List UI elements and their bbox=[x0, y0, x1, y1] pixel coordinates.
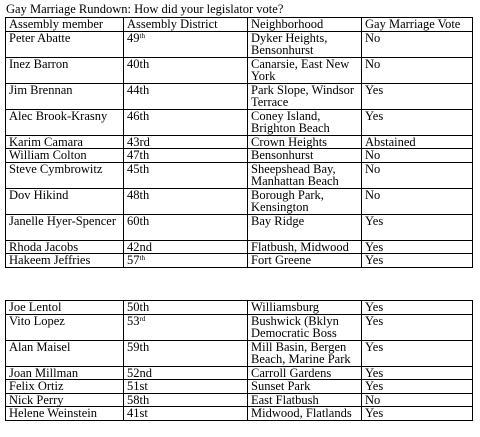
vote-cell bbox=[362, 109, 473, 135]
district-cell bbox=[124, 340, 248, 366]
table-row bbox=[6, 340, 473, 366]
member-text: Peter Abatte bbox=[9, 31, 71, 45]
neighborhood-text: Sunset Park bbox=[251, 379, 311, 393]
district-cell bbox=[124, 31, 248, 57]
vote-text: No bbox=[365, 148, 381, 162]
district-cell bbox=[124, 135, 248, 149]
district-text: 49 bbox=[127, 31, 140, 45]
table-row bbox=[6, 254, 473, 268]
neighborhood-text: Sheepshead Bay, Manhattan Beach bbox=[251, 162, 339, 188]
district-text: 45th bbox=[127, 162, 150, 176]
member-text: Joe Lentol bbox=[9, 300, 62, 314]
vote-cell bbox=[362, 31, 473, 57]
vote-text: Yes bbox=[365, 340, 384, 354]
vote-cell bbox=[362, 314, 473, 340]
vote-cell bbox=[362, 393, 473, 407]
table-row bbox=[6, 135, 473, 149]
neighborhood-text: Coney Island, Brighton Beach bbox=[251, 109, 330, 135]
district-cell bbox=[124, 366, 248, 380]
member-cell bbox=[6, 340, 124, 366]
district-cell bbox=[124, 240, 248, 254]
vote-text: No bbox=[365, 393, 381, 407]
member-text: Nick Perry bbox=[9, 393, 64, 407]
district-cell bbox=[124, 109, 248, 135]
member-text: Alan Maisel bbox=[9, 340, 71, 354]
district-text: 59th bbox=[127, 340, 150, 354]
table-row bbox=[6, 314, 473, 340]
district-text: 52nd bbox=[127, 366, 152, 380]
neighborhood-cell bbox=[248, 314, 362, 340]
district-cell bbox=[124, 83, 248, 109]
neighborhood-text: Crown Heights bbox=[251, 135, 328, 149]
member-text: Alec Brook-Krasny bbox=[9, 109, 108, 123]
neighborhood-cell bbox=[248, 149, 362, 163]
member-cell bbox=[6, 380, 124, 394]
vote-text: Yes bbox=[365, 83, 384, 97]
vote-text: Abstained bbox=[365, 135, 416, 149]
neighborhood-cell bbox=[248, 57, 362, 83]
district-text: 46th bbox=[127, 109, 150, 123]
neighborhood-text: East Flatbush bbox=[251, 393, 319, 407]
header-neighborhood: Neighborhood bbox=[248, 18, 362, 32]
district-cell bbox=[124, 149, 248, 163]
member-cell bbox=[6, 407, 124, 421]
district-cell bbox=[124, 314, 248, 340]
ordinal-suffix: rd bbox=[139, 314, 146, 323]
neighborhood-cell bbox=[248, 366, 362, 380]
table-row bbox=[6, 188, 473, 214]
member-cell bbox=[6, 109, 124, 135]
vote-text: Yes bbox=[365, 240, 384, 254]
member-text: Steve Cymbrowitz bbox=[9, 162, 103, 176]
table-row bbox=[6, 380, 473, 394]
district-text: 50th bbox=[127, 300, 150, 314]
table-row bbox=[6, 31, 473, 57]
district-text: 48th bbox=[127, 188, 150, 202]
neighborhood-text: Bensonhurst bbox=[251, 148, 314, 162]
member-text: Vito Lopez bbox=[9, 314, 65, 328]
member-cell bbox=[6, 135, 124, 149]
district-cell bbox=[124, 407, 248, 421]
table-row bbox=[6, 301, 473, 315]
table-row bbox=[6, 83, 473, 109]
neighborhood-cell bbox=[248, 31, 362, 57]
neighborhood-cell bbox=[248, 380, 362, 394]
vote-text: No bbox=[365, 188, 381, 202]
district-cell bbox=[124, 393, 248, 407]
neighborhood-cell bbox=[248, 214, 362, 240]
neighborhood-text: Bay Ridge bbox=[251, 214, 305, 228]
neighborhood-cell bbox=[248, 301, 362, 315]
vote-cell bbox=[362, 301, 473, 315]
neighborhood-text: Borough Park, Kensington bbox=[251, 188, 324, 214]
vote-text: No bbox=[365, 57, 381, 71]
ordinal-suffix: th bbox=[139, 254, 145, 262]
vote-text: Yes bbox=[365, 314, 384, 328]
vote-text: Yes bbox=[365, 253, 384, 267]
district-cell bbox=[124, 162, 248, 188]
vote-text: No bbox=[365, 162, 381, 176]
vote-text: Yes bbox=[365, 406, 384, 420]
neighborhood-text: Mill Basin, Bergen Beach, Marine Park bbox=[251, 340, 351, 366]
table-row bbox=[6, 162, 473, 188]
neighborhood-text: Fort Greene bbox=[251, 253, 312, 267]
vote-text: Yes bbox=[365, 366, 384, 380]
header-assembly-district: Assembly District bbox=[124, 18, 248, 32]
table-row bbox=[6, 240, 473, 254]
member-text: Janelle Hyer-Spencer bbox=[9, 214, 116, 228]
vote-cell bbox=[362, 366, 473, 380]
ordinal-suffix: th bbox=[139, 31, 145, 40]
vote-cell bbox=[362, 57, 473, 83]
neighborhood-text: Park Slope, Windsor Terrace bbox=[251, 83, 355, 109]
vote-cell bbox=[362, 254, 473, 268]
member-text: William Colton bbox=[9, 148, 87, 162]
district-text: 47th bbox=[127, 148, 150, 162]
district-text: 44th bbox=[127, 83, 150, 97]
vote-cell bbox=[362, 188, 473, 214]
district-cell bbox=[124, 188, 248, 214]
neighborhood-text: Carroll Gardens bbox=[251, 366, 332, 380]
vote-text: Yes bbox=[365, 300, 384, 314]
table-row bbox=[6, 407, 473, 421]
district-text: 43rd bbox=[127, 135, 150, 149]
vote-cell bbox=[362, 83, 473, 109]
district-text: 57 bbox=[127, 253, 140, 267]
member-cell bbox=[6, 393, 124, 407]
neighborhood-cell bbox=[248, 109, 362, 135]
member-cell bbox=[6, 149, 124, 163]
table-row bbox=[6, 366, 473, 380]
vote-cell bbox=[362, 214, 473, 240]
member-text: Dov Hikind bbox=[9, 188, 69, 202]
header-vote: Gay Marriage Vote bbox=[362, 18, 473, 32]
member-cell bbox=[6, 301, 124, 315]
district-text: 53 bbox=[127, 314, 140, 328]
neighborhood-cell bbox=[248, 162, 362, 188]
member-text: Jim Brennan bbox=[9, 83, 73, 97]
member-cell bbox=[6, 162, 124, 188]
vote-table-main bbox=[5, 17, 473, 268]
district-cell bbox=[124, 57, 248, 83]
district-cell bbox=[124, 380, 248, 394]
vote-cell bbox=[362, 407, 473, 421]
header-row bbox=[6, 18, 473, 32]
vote-cell bbox=[362, 380, 473, 394]
vote-cell bbox=[362, 149, 473, 163]
table-row bbox=[6, 214, 473, 240]
member-text: Karim Camara bbox=[9, 135, 83, 149]
table-row bbox=[6, 109, 473, 135]
district-text: 60th bbox=[127, 214, 150, 228]
header-assembly-member: Assembly member bbox=[6, 18, 124, 32]
neighborhood-cell bbox=[248, 188, 362, 214]
member-text: Helene Weinstein bbox=[9, 406, 97, 420]
neighborhood-cell bbox=[248, 254, 362, 268]
neighborhood-text: Flatbush, Midwood bbox=[251, 240, 349, 254]
table-row bbox=[6, 57, 473, 83]
member-cell bbox=[6, 314, 124, 340]
vote-cell bbox=[362, 340, 473, 366]
member-text: Hakeem Jeffries bbox=[9, 253, 91, 267]
district-text: 42nd bbox=[127, 240, 152, 254]
district-cell bbox=[124, 214, 248, 240]
neighborhood-cell bbox=[248, 83, 362, 109]
neighborhood-text: Canarsie, East New York bbox=[251, 57, 350, 83]
neighborhood-text: Williamsburg bbox=[251, 300, 320, 314]
vote-table-secondary bbox=[5, 300, 473, 421]
neighborhood-text: Midwood, Flatlands bbox=[251, 406, 352, 420]
district-text: 40th bbox=[127, 57, 150, 71]
neighborhood-cell bbox=[248, 340, 362, 366]
vote-cell bbox=[362, 135, 473, 149]
neighborhood-cell bbox=[248, 407, 362, 421]
neighborhood-cell bbox=[248, 135, 362, 149]
member-cell bbox=[6, 240, 124, 254]
neighborhood-cell bbox=[248, 240, 362, 254]
table-row bbox=[6, 393, 473, 407]
neighborhood-text: Dyker Heights, Bensonhurst bbox=[251, 31, 328, 57]
member-cell bbox=[6, 366, 124, 380]
vote-text: Yes bbox=[365, 379, 384, 393]
neighborhood-cell bbox=[248, 393, 362, 407]
page-title: Gay Marriage Rundown: How did your legislator vote? bbox=[6, 2, 284, 16]
vote-cell bbox=[362, 162, 473, 188]
member-text: Inez Barron bbox=[9, 57, 69, 71]
member-text: Rhoda Jacobs bbox=[9, 240, 79, 254]
member-cell bbox=[6, 188, 124, 214]
member-cell bbox=[6, 57, 124, 83]
vote-cell bbox=[362, 240, 473, 254]
district-text: 51st bbox=[127, 379, 148, 393]
neighborhood-text: Bushwick (Bklyn Democratic Boss bbox=[251, 314, 339, 340]
vote-text: No bbox=[365, 31, 381, 45]
member-cell bbox=[6, 31, 124, 57]
vote-text: Yes bbox=[365, 214, 384, 228]
district-text: 58th bbox=[127, 393, 150, 407]
member-text: Joan Millman bbox=[9, 366, 79, 380]
member-cell bbox=[6, 254, 124, 268]
member-text: Felix Ortiz bbox=[9, 379, 64, 393]
district-cell bbox=[124, 254, 248, 268]
table-row bbox=[6, 149, 473, 163]
district-text: 41st bbox=[127, 406, 148, 420]
member-cell bbox=[6, 214, 124, 240]
vote-text: Yes bbox=[365, 109, 384, 123]
member-cell bbox=[6, 83, 124, 109]
district-cell bbox=[124, 301, 248, 315]
